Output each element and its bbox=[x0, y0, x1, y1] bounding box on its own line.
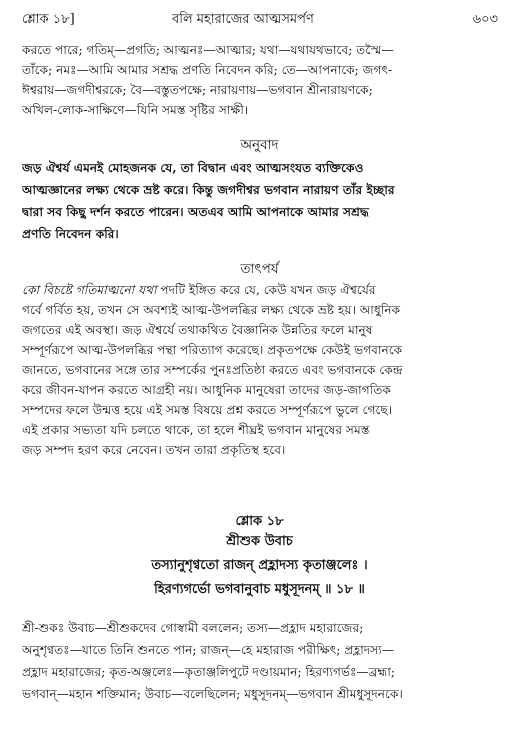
synonym-line: ঈশ্বরায়—জগদীশ্বরকে; বৈ—বস্তুতপক্ষে; নারায়ণায়—ভগবান শ্রীনারায়ণকে; bbox=[22, 83, 373, 97]
synonym-line: শ্রী-শুকঃ উবাচ—শ্রীশুকদেব গোস্বামী বললেন; তস্য—প্রহ্লাদ মহারাজের; bbox=[22, 621, 364, 635]
purport-line: এই প্রকার সভ্যতা যদি চলতে থাকে, তা হলে শীঘ্রই ভগবান মানুষের সমস্ত bbox=[22, 423, 370, 437]
synonym-line: করতে পারে; গতিম্—প্রগতি; আত্মনঃ—আত্মার; যথা—যথাযথভাবে; তস্মৈ— bbox=[22, 43, 394, 57]
purport-line: গর্বে গর্বিত হয়, তখন সে অবশ্যই আত্ম-উপলব্ধির লক্ষ্য থেকে ভ্রষ্ট হয়। আধুনিক bbox=[22, 303, 401, 317]
header-chapter-title: বলি মহারাজের আত্মসমর্পণ bbox=[172, 12, 314, 27]
purport-line: সম্পূর্ণরূপে আত্ম-উপলব্ধির পন্থা পরিত্যাগ করেছে। প্রকৃতপক্ষে কেউই ভগবানকে bbox=[22, 343, 403, 357]
verse-line: তস্যানুশৃণ্বতো রাজন্ প্রহ্লাদস্য কৃতাঞ্জলেঃ । bbox=[151, 558, 368, 573]
synonym-line: অখিল-লোক-সাক্ষিণে—যিনি সমস্ত সৃষ্টির সাক্ষী। bbox=[22, 103, 249, 117]
translation-line: প্রণতি নিবেদন করি। bbox=[22, 227, 119, 241]
page-header bbox=[22, 10, 498, 30]
purport-heading: তাৎপর্য bbox=[240, 261, 279, 277]
synonym-line: তাঁকে; নমঃ—আমি আমার সশ্রদ্ধ প্রণতি নিবেদন করি; তে—আপনাকে; জগৎ- bbox=[22, 63, 393, 77]
purport-line: সম্পদের ফলে উন্মত্ত হয়ে এই সমস্ত বিষয়ে প্রশ্ন করতে সম্পূর্ণরূপে ভুলে গেছে। bbox=[22, 403, 393, 417]
synonym-line: প্রহ্লাদ মহারাজের; কৃত-অঞ্জলেঃ—কৃতাঞ্জলিপুটে দণ্ডায়মান; হিরণ্যগর্ভঃ—ব্রহ্মা; bbox=[22, 665, 395, 679]
purport-line: জড় সম্পদ হরণ করে নেবেন। তখন তারা প্রকৃতিস্থ হবে। bbox=[22, 443, 286, 457]
synonym-line: অনুশৃণ্বতঃ—যাতে তিনি শুনতে পান; রাজন্—হে মহারাজ পরীক্ষিৎ; প্রহ্লাদস্য— bbox=[22, 643, 394, 657]
purport-line-first bbox=[22, 282, 498, 302]
purport-line: জগতের এই অবস্থা। জড় ঐশ্বর্যে তথাকথিত বৈজ্ঞানিক উন্নতির ফলে মানুষ bbox=[22, 323, 373, 337]
purport-first-rest: পদটি ইঙ্গিত করে যে, কেউ যখন জড় ঐশ্বর্যের bbox=[156, 283, 376, 297]
verse-line: হিরণ্যগর্ভো ভগবানুবাচ মধুসূদনম্ ॥ ১৮ ॥ bbox=[154, 582, 365, 597]
purport-line: জানতে, ভগবানের সঙ্গে তার সম্পর্কের পুনঃপ্রতিষ্ঠা করতে এবং ভগবানকে কেন্দ্র bbox=[22, 363, 403, 377]
purport-line: করে জীবন-যাপন করতে আগ্রহী নয়। আধুনিক মানুষেরা তাদের জড়-জাগতিক bbox=[22, 383, 391, 397]
verse-speaker: শ্রীশুক উবাচ bbox=[226, 534, 293, 549]
purport-quote: কো বিচষ্টে গতিমাত্মনো যথা bbox=[22, 283, 157, 297]
header-page-number: ৬০৩ bbox=[472, 12, 498, 27]
synonym-line: ভগবান্—মহান শক্তিমান; উবাচ—বলেছিলেন; মধুসূদনম্—ভগবান শ্রীমধুসূদনকে। bbox=[22, 687, 403, 701]
header-verse-ref: শ্লোক ১৮] bbox=[22, 12, 75, 27]
translation-line: দ্বারা সব কিছু দর্শন করতে পারেন। অতএব আমি আপনাকে আমার সশ্রদ্ধ bbox=[22, 205, 369, 219]
translation-heading: অনুবাদ bbox=[240, 137, 279, 153]
translation-line: আত্মজ্ঞানের লক্ষ্য থেকে ভ্রষ্ট করে। কিন্তু জগদীশ্বর ভগবান নারায়ণ তাঁর ইচ্ছার bbox=[22, 183, 395, 197]
verse-heading: শ্লোক ১৮ bbox=[235, 514, 284, 529]
translation-line: জড় ঐশ্বর্য এমনই মোহজনক যে, তা বিদ্বান এবং আত্মসংযত ব্যক্তিকেও bbox=[22, 161, 364, 175]
